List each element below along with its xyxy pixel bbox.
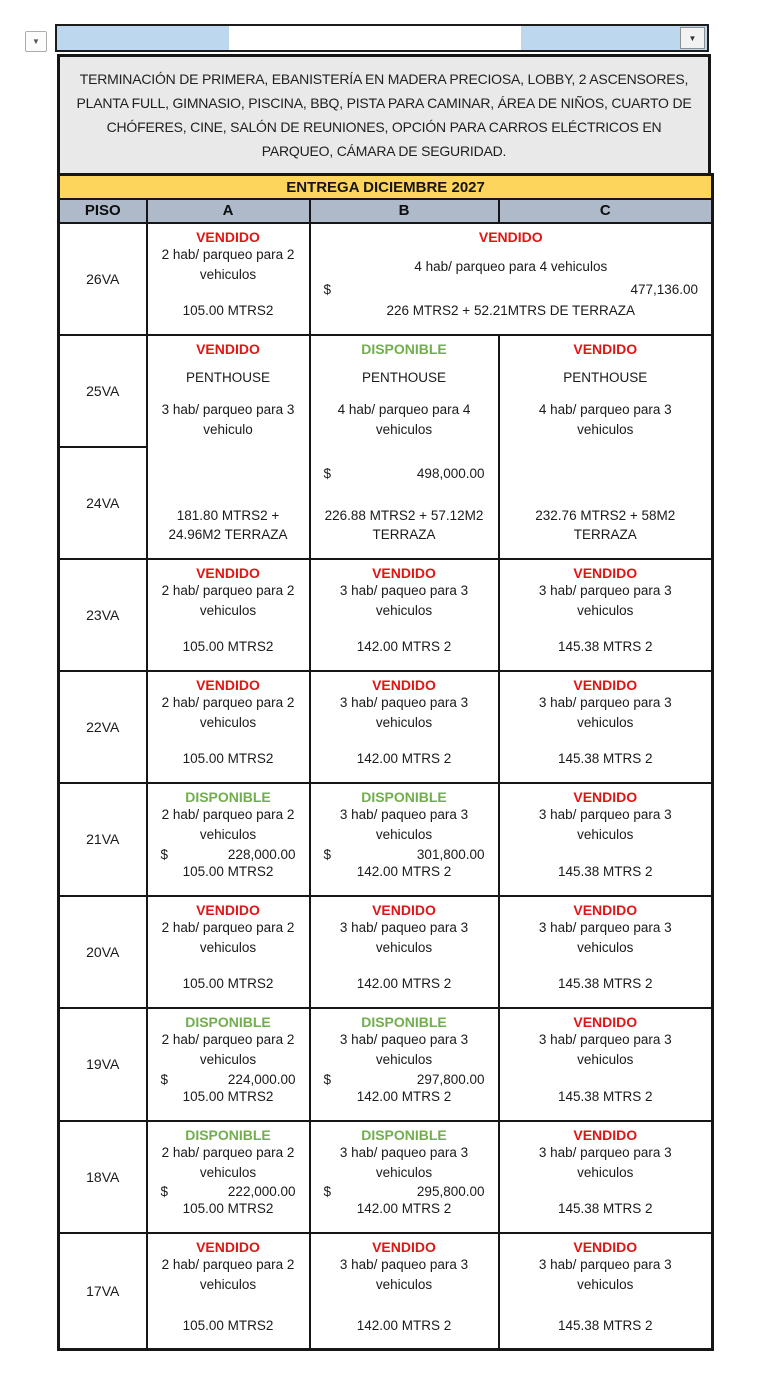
sheet [57, 54, 711, 1351]
unit-cell-content [148, 1122, 309, 1225]
status-badge: DISPONIBLE [185, 1126, 271, 1143]
unit-cell-top [526, 787, 684, 846]
price-amount: 228,000.00 [227, 846, 296, 862]
currency-symbol: $ [323, 846, 332, 862]
area-text: 142.00 MTRS 2 [356, 863, 452, 879]
area-text: 226 MTRS2 + 52.21MTRS DE TERRAZA [386, 302, 635, 318]
unit-cell-content [148, 336, 309, 551]
status-badge: VENDIDO [372, 676, 436, 693]
redacted-title-box [229, 26, 521, 50]
price-amount: 222,000.00 [227, 1184, 296, 1200]
unit-cell-top [152, 563, 305, 622]
unit-description: 4 hab/ parqueo para 4 vehiculos [414, 258, 608, 274]
title-bar [55, 24, 709, 52]
unit-cell-top [526, 563, 684, 622]
price-row [315, 282, 708, 297]
unit-cell-content [311, 1234, 498, 1342]
floor-cell: 26VA [59, 223, 147, 335]
unit-cell-content [311, 336, 498, 551]
area-text: 142.00 MTRS 2 [356, 975, 452, 991]
unit-cell-top [325, 1012, 483, 1071]
unit-cell [310, 1008, 499, 1121]
unit-cell-top [152, 900, 305, 959]
unit-cell [499, 1233, 713, 1350]
unit-cell [310, 335, 499, 559]
unit-description: 3 hab/ paqueo para 3 vehiculos [339, 582, 469, 619]
price-amount: 297,800.00 [416, 1071, 485, 1087]
area-text: 226.88 MTRS2 + 57.12M2 TERRAZA [324, 508, 484, 542]
unit-description: 2 hab/ parqueo para 2 vehiculos [161, 246, 295, 283]
unit-cell [147, 1008, 310, 1121]
unit-cell [310, 1233, 499, 1350]
unit-cell-top [152, 227, 305, 286]
unit-cell [310, 559, 499, 671]
unit-description: 2 hab/ parqueo para 2 vehiculos [161, 582, 295, 619]
area-text: 181.80 MTRS2 + 24.96M2 TERRAZA [168, 508, 288, 542]
toolbar [0, 24, 760, 52]
area-text: 142.00 MTRS 2 [356, 638, 452, 654]
unit-cell [499, 783, 713, 896]
table-row [59, 1121, 713, 1233]
unit-cell-top [152, 787, 305, 846]
area-text: 105.00 MTRS2 [182, 302, 274, 318]
table-row [59, 1233, 713, 1350]
left-filter-dropdown-button[interactable] [25, 31, 47, 52]
unit-cell-content [500, 784, 712, 888]
unit-description: 3 hab/ paqueo para 3 vehiculos [339, 1144, 469, 1181]
status-badge: VENDIDO [573, 676, 638, 693]
area-text: 105.00 MTRS2 [182, 1088, 274, 1104]
unit-cell [499, 559, 713, 671]
column-header-c: C [499, 199, 713, 223]
unit-description: 3 hab/ paqueo para 3 vehiculos [339, 1031, 469, 1068]
currency-symbol: $ [160, 1071, 169, 1087]
dropdown-arrow-icon: ▼ [688, 33, 697, 43]
unit-description: 2 hab/ parqueo para 2 vehiculos [161, 806, 295, 843]
unit-cell-top [325, 900, 483, 959]
unit-cell-content [148, 1234, 309, 1342]
price-row [315, 1184, 494, 1199]
price-amount: 224,000.00 [227, 1071, 296, 1087]
area-text: 232.76 MTRS2 + 58M2 TERRAZA [535, 508, 676, 542]
status-badge: VENDIDO [196, 340, 260, 357]
unit-cell [499, 335, 713, 559]
unit-cell-content [311, 1122, 498, 1225]
status-badge: VENDIDO [196, 564, 260, 581]
unit-cell-content [500, 897, 712, 1000]
unit-cell-content [311, 672, 498, 775]
unit-cell [147, 223, 310, 335]
header-row [59, 199, 713, 223]
banner-row [59, 175, 713, 199]
unit-cell [147, 559, 310, 671]
table-row [59, 223, 713, 335]
price-row [152, 1072, 305, 1087]
unit-cell [499, 671, 713, 783]
delivery-banner: ENTREGA DICIEMBRE 2027 [59, 175, 713, 199]
floor-cell: 18VA [59, 1121, 147, 1233]
penthouse-label: PENTHOUSE [563, 369, 648, 385]
floor-cell: 21VA [59, 783, 147, 896]
floor-cell: 23VA [59, 559, 147, 671]
table-row [59, 559, 713, 671]
currency-symbol: $ [323, 1071, 332, 1087]
price-row [152, 847, 305, 862]
unit-cell [310, 671, 499, 783]
unit-cell [310, 783, 499, 896]
unit-cell [147, 1121, 310, 1233]
building-description: TERMINACIÓN DE PRIMERA, EBANISTERÍA EN MADERA PRECIOSA, LOBBY, 2 ASCENSORES, PLANTA FULL, GIMNASIO, PISCINA, BBQ, PISTA PARA CAMINAR, ÁREA DE NIÑOS, CUARTO DE CHÓFERES, CINE, SALÓN DE REUNIONES, OPCIÓN PARA CARROS ELÉCTRICOS EN PARQUEO, CÁMARA DE SEGURIDAD. [57, 54, 711, 176]
currency-symbol: $ [323, 281, 332, 297]
dropdown-arrow-icon: ▼ [32, 37, 40, 46]
unit-description: 3 hab/ parqueo para 3 vehiculos [538, 919, 672, 956]
unit-cell [147, 896, 310, 1008]
currency-symbol: $ [160, 846, 169, 862]
floor-cell: 22VA [59, 671, 147, 783]
status-badge: VENDIDO [573, 1013, 638, 1030]
floor-cell: 20VA [59, 896, 147, 1008]
unit-cell-content [500, 1234, 712, 1342]
unit-cell-content [311, 224, 712, 327]
area-text: 105.00 MTRS2 [182, 638, 274, 654]
unit-cell-content [500, 336, 712, 551]
unit-cell-top [526, 900, 684, 959]
table-row [59, 335, 713, 447]
price-amount: 301,800.00 [416, 846, 485, 862]
unit-cell-content [148, 224, 309, 327]
table-row [59, 783, 713, 896]
unit-description: 2 hab/ parqueo para 2 vehiculos [161, 694, 295, 731]
status-badge: VENDIDO [478, 228, 543, 245]
status-badge: VENDIDO [372, 1238, 436, 1255]
unit-cell-content [311, 897, 498, 1000]
unit-cell-top [325, 675, 483, 734]
area-text: 145.38 MTRS 2 [557, 1200, 653, 1216]
status-badge: VENDIDO [196, 676, 260, 693]
floor-cell: 25VA [59, 335, 147, 447]
unit-description: 3 hab/ parqueo para 3 vehiculo [161, 401, 295, 438]
unit-cell-top [152, 1237, 305, 1296]
unit-cell-top [526, 1125, 684, 1184]
penthouse-label: PENTHOUSE [185, 369, 270, 385]
unit-cell-top [152, 675, 305, 734]
unit-cell-top [526, 339, 684, 441]
price-amount: 295,800.00 [416, 1184, 485, 1200]
floor-cell: 24VA [59, 447, 147, 559]
unit-description: 4 hab/ parqueo para 3 vehiculos [538, 401, 672, 438]
unit-description: 3 hab/ parqueo para 3 vehiculos [538, 806, 672, 843]
status-badge: VENDIDO [372, 901, 436, 918]
table-row [59, 671, 713, 783]
unit-description: 2 hab/ parqueo para 2 vehiculos [161, 919, 295, 956]
area-text: 145.38 MTRS 2 [557, 638, 653, 654]
unit-description: 3 hab/ parqueo para 3 vehiculos [538, 1031, 672, 1068]
unit-cell-content [148, 560, 309, 663]
status-badge: DISPONIBLE [185, 788, 271, 805]
area-text: 142.00 MTRS 2 [356, 750, 452, 766]
unit-cell-content [500, 672, 712, 775]
penthouse-label: PENTHOUSE [361, 369, 446, 385]
price-row [315, 847, 494, 862]
unit-cell-content [500, 1009, 712, 1113]
unit-description: 2 hab/ parqueo para 2 vehiculos [161, 1256, 295, 1293]
unit-cell-content [311, 784, 498, 888]
unit-cell-top [414, 227, 607, 277]
unit-cell-content [148, 784, 309, 888]
area-text: 145.38 MTRS 2 [557, 863, 653, 879]
area-text: 145.38 MTRS 2 [557, 1317, 653, 1333]
unit-cell-top [325, 339, 483, 441]
unit-description: 3 hab/ parqueo para 3 vehiculos [538, 1256, 672, 1293]
unit-description: 3 hab/ parqueo para 3 vehiculos [538, 1144, 672, 1181]
unit-cell-top [325, 787, 483, 846]
unit-cell-content [500, 1122, 712, 1225]
title-bar-dropdown-button[interactable] [680, 27, 705, 49]
price-amount: 498,000.00 [416, 466, 485, 482]
area-text: 105.00 MTRS2 [182, 1200, 274, 1216]
unit-description: 3 hab/ paqueo para 3 vehiculos [339, 919, 469, 956]
status-badge: VENDIDO [573, 340, 638, 357]
unit-cell [147, 1233, 310, 1350]
unit-cell [147, 671, 310, 783]
unit-cell [310, 896, 499, 1008]
unit-cell-top [526, 675, 684, 734]
unit-cell-top [526, 1012, 684, 1071]
area-text: 145.38 MTRS 2 [557, 975, 653, 991]
status-badge: DISPONIBLE [361, 1013, 447, 1030]
table-row [59, 896, 713, 1008]
unit-cell-top [325, 563, 483, 622]
status-badge: VENDIDO [196, 228, 260, 245]
area-text: 145.38 MTRS 2 [557, 750, 653, 766]
unit-cell [147, 783, 310, 896]
area-text: 142.00 MTRS 2 [356, 1088, 452, 1104]
unit-cell [499, 1008, 713, 1121]
column-header-a: A [147, 199, 310, 223]
area-text: 105.00 MTRS2 [182, 975, 274, 991]
area-text: 142.00 MTRS 2 [356, 1200, 452, 1216]
unit-cell [310, 223, 713, 335]
unit-cell [310, 1121, 499, 1233]
price-row [315, 1072, 494, 1087]
unit-description: 3 hab/ parqueo para 3 vehiculos [538, 694, 672, 731]
area-text: 105.00 MTRS2 [182, 863, 274, 879]
status-badge: DISPONIBLE [361, 788, 447, 805]
unit-cell-content [148, 1009, 309, 1113]
unit-description: 3 hab/ paqueo para 3 vehiculos [339, 1256, 469, 1293]
column-header-piso: PISO [59, 199, 147, 223]
unit-cell-top [152, 1012, 305, 1071]
price-row [152, 1184, 305, 1199]
status-badge: VENDIDO [573, 1238, 638, 1255]
currency-symbol: $ [160, 1184, 169, 1200]
price-row [315, 466, 494, 481]
area-text: 105.00 MTRS2 [182, 750, 274, 766]
status-badge: VENDIDO [573, 1126, 638, 1143]
unit-description: 2 hab/ parqueo para 2 vehiculos [161, 1031, 295, 1068]
unit-cell-content [148, 672, 309, 775]
unit-cell-content [311, 560, 498, 663]
unit-cell [499, 896, 713, 1008]
status-badge: DISPONIBLE [361, 1126, 447, 1143]
unit-cell-top [152, 1125, 305, 1184]
unit-cell-content [311, 1009, 498, 1113]
status-badge: DISPONIBLE [361, 340, 447, 357]
column-header-b: B [310, 199, 499, 223]
unit-cell [147, 335, 310, 559]
unit-cell-top [152, 339, 305, 441]
unit-cell-content [500, 560, 712, 663]
unit-description: 3 hab/ parqueo para 3 vehiculos [538, 582, 672, 619]
unit-description: 3 hab/ paqueo para 3 vehiculos [339, 806, 469, 843]
area-text: 145.38 MTRS 2 [557, 1088, 653, 1104]
unit-description: 4 hab/ parqueo para 4 vehiculos [337, 401, 471, 438]
unit-cell-top [526, 1237, 684, 1296]
status-badge: VENDIDO [196, 901, 260, 918]
status-badge: DISPONIBLE [185, 1013, 271, 1030]
unit-cell-content [148, 897, 309, 1000]
price-table [57, 173, 714, 1351]
currency-symbol: $ [323, 466, 332, 482]
status-badge: VENDIDO [573, 564, 638, 581]
status-badge: VENDIDO [372, 564, 436, 581]
status-badge: VENDIDO [196, 1238, 260, 1255]
unit-description: 2 hab/ parqueo para 2 vehiculos [161, 1144, 295, 1181]
unit-cell-top [325, 1125, 483, 1184]
currency-symbol: $ [323, 1184, 332, 1200]
table-row [59, 1008, 713, 1121]
floor-cell: 19VA [59, 1008, 147, 1121]
status-badge: VENDIDO [573, 901, 638, 918]
status-badge: VENDIDO [573, 788, 638, 805]
area-text: 142.00 MTRS 2 [356, 1317, 452, 1333]
unit-description: 3 hab/ paqueo para 3 vehiculos [339, 694, 469, 731]
price-amount: 477,136.00 [630, 281, 699, 297]
unit-cell-top [325, 1237, 483, 1296]
unit-cell [499, 1121, 713, 1233]
price-table-body [59, 223, 713, 1350]
floor-cell: 17VA [59, 1233, 147, 1350]
area-text: 105.00 MTRS2 [182, 1317, 274, 1333]
